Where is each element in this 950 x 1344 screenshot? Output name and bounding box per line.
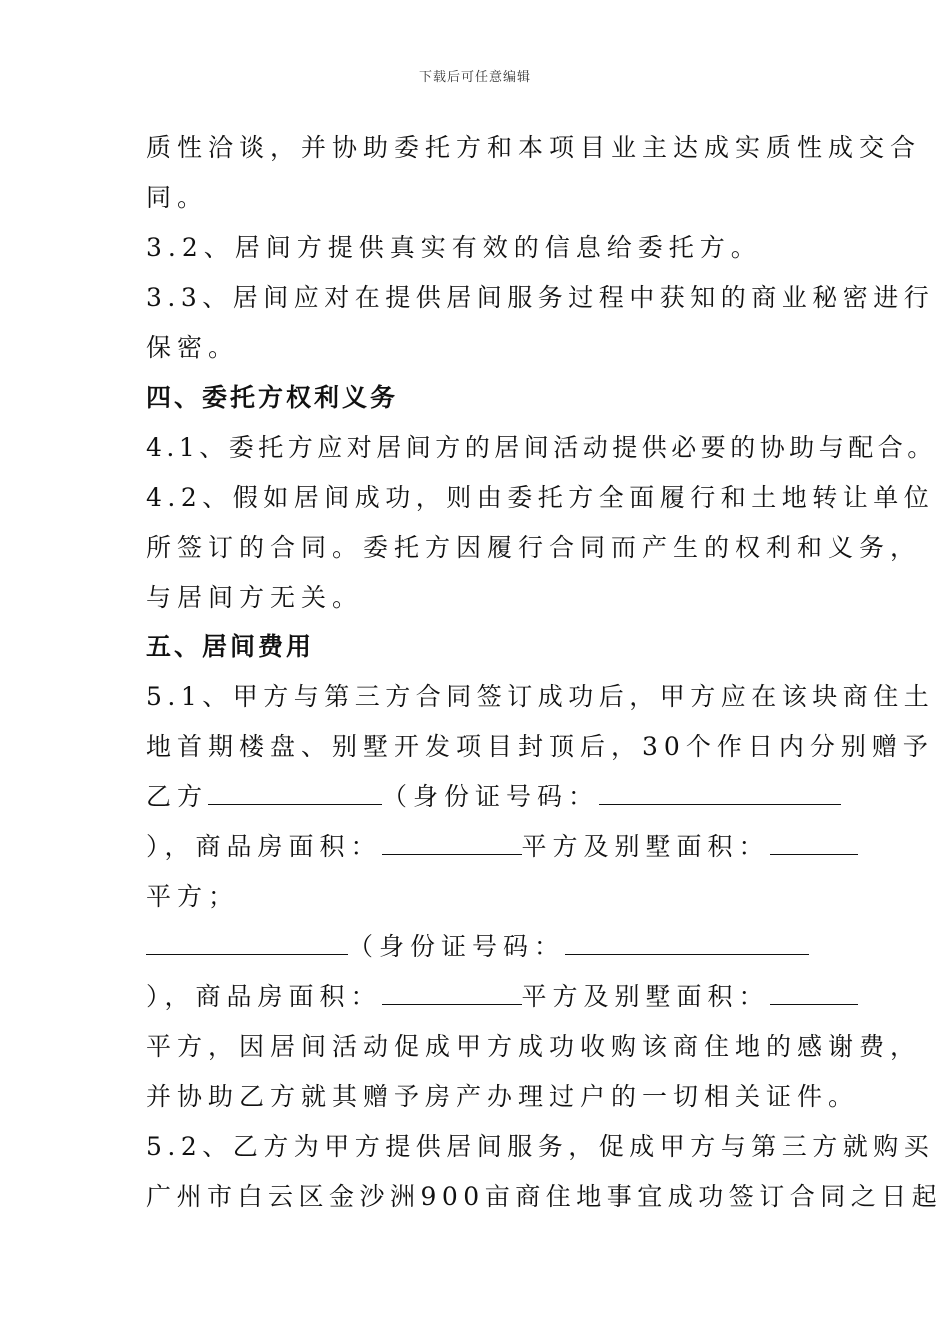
text-line: 与居间方无关。 [146, 583, 364, 612]
section-heading-4: 四、委托方权利义务 [146, 383, 399, 412]
party-label: 乙方 [146, 782, 209, 811]
villa-area-blank-field[interactable] [770, 832, 858, 855]
text-line: 5.1、甲方与第三方合同签订成功后，甲方应在该块商住土 [146, 682, 935, 711]
text-line: 地首期楼盘、别墅开发项目封顶后，30个作日内分别赠予 [146, 732, 934, 761]
text-line: 广州市白云区金沙洲900亩商住地事宜成功签订合同之日起 [146, 1182, 943, 1211]
section-heading-5: 五、居间费用 [146, 632, 315, 661]
name-blank-field[interactable] [208, 782, 382, 805]
form-line [146, 832, 858, 862]
text-line: 所签订的合同。委托方因履行合同而产生的权利和义务， [146, 533, 922, 562]
house-area-label: ），商品房面积： [146, 982, 382, 1011]
text-line: 同。 [146, 183, 209, 212]
id-number-blank-field[interactable] [565, 932, 809, 955]
id-label: （身份证号码： [348, 932, 566, 961]
villa-area-label: 平方及别墅面积： [521, 832, 770, 861]
id-label: （身份证号码： [382, 782, 600, 811]
form-line [146, 932, 809, 962]
text-line: 3.3、居间应对在提供居间服务过程中获知的商业秘密进行 [146, 283, 935, 312]
text-line: 3.2、居间方提供真实有效的信息给委托方。 [146, 233, 762, 262]
name-blank-field[interactable] [146, 932, 348, 955]
villa-area-label: 平方及别墅面积： [521, 982, 770, 1011]
house-area-blank-field[interactable] [382, 982, 522, 1005]
text-line: 平方； [146, 882, 240, 911]
form-line [146, 982, 858, 1012]
id-number-blank-field[interactable] [599, 782, 841, 805]
text-line: 质性洽谈，并协助委托方和本项目业主达成实质性成交合 [146, 133, 922, 162]
text-line: 平方，因居间活动促成甲方成功收购该商住地的感谢费， [146, 1032, 922, 1061]
house-area-blank-field[interactable] [382, 832, 522, 855]
text-line: 4.1、委托方应对居间方的居间活动提供必要的协助与配合。 [146, 433, 937, 462]
villa-area-blank-field[interactable] [770, 982, 858, 1005]
text-line: 并协助乙方就其赠予房产办理过户的一切相关证件。 [146, 1082, 860, 1111]
text-line: 4.2、假如居间成功，则由委托方全面履行和土地转让单位 [146, 483, 935, 512]
house-area-label: ），商品房面积： [146, 832, 382, 861]
header-note: 下载后可任意编辑 [418, 70, 531, 85]
form-line [146, 782, 841, 812]
text-line: 保密。 [146, 333, 240, 362]
text-line: 5.2、乙方为甲方提供居间服务，促成甲方与第三方就购买 [146, 1132, 935, 1161]
